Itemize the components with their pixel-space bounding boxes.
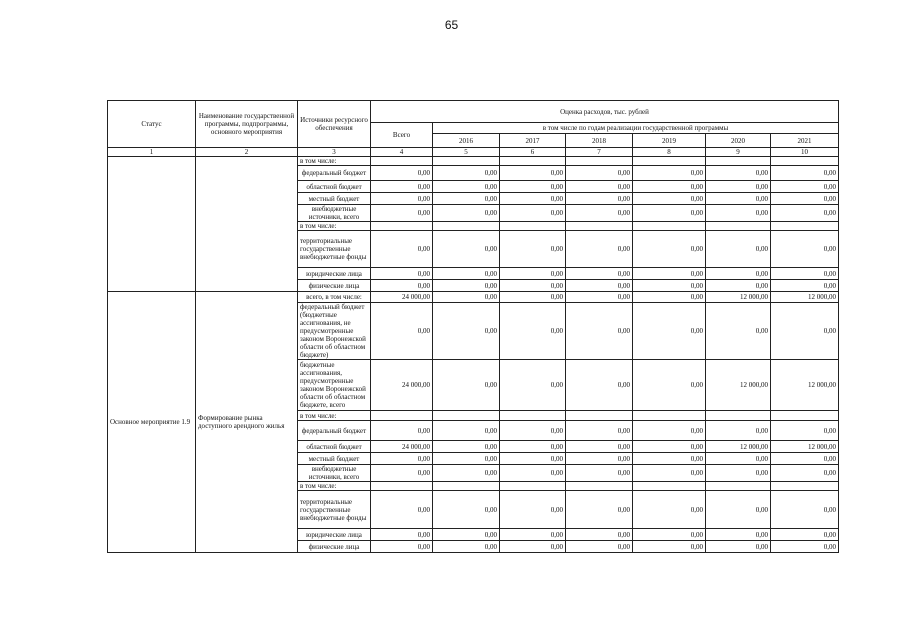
value-cell [566, 157, 633, 166]
source-cell: местный бюджет [298, 453, 371, 465]
header-status: Статус [108, 101, 196, 148]
value-cell: 0,00 [500, 193, 566, 205]
value-cell: 0,00 [433, 529, 500, 541]
value-cell: 0,00 [500, 465, 566, 482]
value-cell: 0,00 [566, 292, 633, 303]
header-year: 2020 [706, 134, 771, 148]
source-cell: федеральный бюджет [298, 166, 371, 181]
value-cell: 0,00 [500, 268, 566, 280]
value-cell: 0,00 [433, 193, 500, 205]
value-cell: 0,00 [771, 231, 839, 268]
value-cell: 0,00 [500, 231, 566, 268]
value-cell [500, 157, 566, 166]
value-cell: 0,00 [371, 231, 433, 268]
status-cell [108, 157, 196, 292]
value-cell: 0,00 [566, 453, 633, 465]
source-cell: территориальные государственные внебюджетные фонды [298, 491, 371, 529]
value-cell: 0,00 [566, 193, 633, 205]
value-cell: 0,00 [371, 181, 433, 193]
source-cell: бюджетные ассигнования, предусмотренные законом Воронежской области об областном бюджете, всего [298, 360, 371, 411]
header-year: 2017 [500, 134, 566, 148]
value-cell: 0,00 [433, 441, 500, 453]
value-cell: 0,00 [566, 280, 633, 292]
value-cell: 0,00 [371, 453, 433, 465]
value-cell: 0,00 [771, 205, 839, 222]
value-cell: 0,00 [706, 541, 771, 553]
value-cell: 24 000,00 [371, 292, 433, 303]
value-cell [706, 482, 771, 491]
value-cell: 0,00 [500, 453, 566, 465]
column-number: 10 [771, 148, 839, 157]
value-cell: 0,00 [633, 360, 706, 411]
value-cell: 0,00 [633, 231, 706, 268]
value-cell: 0,00 [706, 491, 771, 529]
source-cell: в том числе: [298, 482, 371, 491]
value-cell [771, 222, 839, 231]
value-cell: 0,00 [371, 166, 433, 181]
value-cell: 0,00 [566, 231, 633, 268]
value-cell: 0,00 [371, 529, 433, 541]
value-cell: 0,00 [500, 529, 566, 541]
value-cell: 0,00 [706, 181, 771, 193]
value-cell [433, 157, 500, 166]
value-cell: 0,00 [433, 181, 500, 193]
value-cell: 0,00 [371, 465, 433, 482]
value-cell: 0,00 [633, 491, 706, 529]
value-cell: 0,00 [371, 205, 433, 222]
value-cell: 0,00 [566, 166, 633, 181]
value-cell: 12 000,00 [771, 360, 839, 411]
source-cell: территориальные государственные внебюджетные фонды [298, 231, 371, 268]
value-cell: 24 000,00 [371, 360, 433, 411]
column-number: 4 [371, 148, 433, 157]
value-cell: 12 000,00 [706, 360, 771, 411]
value-cell: 0,00 [566, 529, 633, 541]
value-cell: 0,00 [500, 441, 566, 453]
value-cell: 12 000,00 [706, 441, 771, 453]
value-cell [566, 222, 633, 231]
value-cell [566, 482, 633, 491]
column-number: 7 [566, 148, 633, 157]
value-cell: 0,00 [706, 268, 771, 280]
value-cell: 0,00 [771, 166, 839, 181]
value-cell [633, 482, 706, 491]
source-cell: внебюджетные источники, всего [298, 465, 371, 482]
value-cell: 0,00 [771, 303, 839, 360]
value-cell: 0,00 [771, 421, 839, 441]
value-cell: 0,00 [771, 453, 839, 465]
value-cell: 0,00 [500, 421, 566, 441]
value-cell: 0,00 [706, 280, 771, 292]
value-cell [633, 411, 706, 421]
source-cell: областной бюджет [298, 181, 371, 193]
value-cell [771, 157, 839, 166]
value-cell: 0,00 [566, 465, 633, 482]
value-cell: 0,00 [371, 268, 433, 280]
value-cell: 0,00 [633, 529, 706, 541]
value-cell [371, 482, 433, 491]
source-cell: физические лица [298, 541, 371, 553]
source-cell: юридические лица [298, 529, 371, 541]
source-cell: в том числе: [298, 411, 371, 421]
value-cell: 0,00 [500, 541, 566, 553]
value-cell: 0,00 [633, 280, 706, 292]
source-cell: физические лица [298, 280, 371, 292]
value-cell: 0,00 [771, 181, 839, 193]
value-cell: 0,00 [771, 280, 839, 292]
column-number: 6 [500, 148, 566, 157]
value-cell: 0,00 [633, 465, 706, 482]
value-cell: 0,00 [500, 491, 566, 529]
value-cell: 0,00 [433, 303, 500, 360]
value-cell: 0,00 [771, 491, 839, 529]
source-cell: внебюджетные источники, всего [298, 205, 371, 222]
value-cell: 0,00 [566, 205, 633, 222]
header-sources: Источники ресурсного обеспечения [298, 101, 371, 148]
value-cell: 0,00 [771, 529, 839, 541]
value-cell: 0,00 [433, 166, 500, 181]
value-cell: 0,00 [633, 166, 706, 181]
source-cell: местный бюджет [298, 193, 371, 205]
value-cell: 0,00 [500, 360, 566, 411]
value-cell: 0,00 [771, 268, 839, 280]
value-cell [771, 482, 839, 491]
value-cell: 0,00 [371, 303, 433, 360]
value-cell: 0,00 [371, 491, 433, 529]
value-cell: 0,00 [433, 360, 500, 411]
value-cell: 0,00 [566, 421, 633, 441]
value-cell: 0,00 [566, 303, 633, 360]
value-cell: 0,00 [706, 303, 771, 360]
value-cell [433, 222, 500, 231]
value-cell: 24 000,00 [371, 441, 433, 453]
value-cell [371, 411, 433, 421]
source-cell: всего, в том числе: [298, 292, 371, 303]
value-cell: 0,00 [371, 280, 433, 292]
column-number: 9 [706, 148, 771, 157]
value-cell: 0,00 [633, 292, 706, 303]
value-cell [371, 157, 433, 166]
header-year: 2019 [633, 134, 706, 148]
value-cell: 0,00 [706, 529, 771, 541]
source-cell: в том числе: [298, 222, 371, 231]
value-cell [633, 222, 706, 231]
value-cell: 0,00 [633, 421, 706, 441]
value-cell: 0,00 [500, 166, 566, 181]
value-cell: 0,00 [433, 231, 500, 268]
value-cell [433, 411, 500, 421]
value-cell: 0,00 [566, 268, 633, 280]
source-cell: федеральный бюджет (бюджетные ассигнования, не предусмотренные законом Воронежской области об областном бюджете) [298, 303, 371, 360]
header-year: 2021 [771, 134, 839, 148]
column-number: 8 [633, 148, 706, 157]
header-expenses: Оценка расходов, тыс. рублей [371, 101, 839, 123]
value-cell [706, 157, 771, 166]
status-cell: Основное мероприятие 1.9 [108, 292, 196, 553]
table-row [108, 292, 839, 303]
value-cell: 0,00 [771, 193, 839, 205]
value-cell: 0,00 [433, 421, 500, 441]
value-cell: 0,00 [633, 205, 706, 222]
value-cell: 0,00 [706, 193, 771, 205]
value-cell [500, 411, 566, 421]
value-cell: 0,00 [433, 465, 500, 482]
budget-table [107, 100, 839, 553]
column-number: 3 [298, 148, 371, 157]
value-cell: 0,00 [771, 465, 839, 482]
value-cell: 12 000,00 [771, 441, 839, 453]
table-row [108, 157, 839, 166]
source-cell: областной бюджет [298, 441, 371, 453]
value-cell [633, 157, 706, 166]
value-cell: 0,00 [500, 292, 566, 303]
header-name: Наименование государственной программы, подпрограммы, основного мероприятия [196, 101, 298, 148]
value-cell: 0,00 [706, 465, 771, 482]
value-cell: 0,00 [433, 491, 500, 529]
value-cell [706, 411, 771, 421]
value-cell: 0,00 [566, 491, 633, 529]
value-cell: 12 000,00 [771, 292, 839, 303]
value-cell: 0,00 [633, 268, 706, 280]
value-cell: 0,00 [706, 421, 771, 441]
value-cell [500, 482, 566, 491]
value-cell: 0,00 [706, 205, 771, 222]
value-cell: 0,00 [433, 268, 500, 280]
value-cell: 0,00 [706, 453, 771, 465]
value-cell: 0,00 [633, 193, 706, 205]
header-total: Всего [371, 123, 433, 148]
value-cell: 0,00 [433, 205, 500, 222]
value-cell [706, 222, 771, 231]
value-cell: 0,00 [706, 231, 771, 268]
header-by-years: в том числе по годам реализации государственной программы [433, 123, 839, 134]
value-cell: 0,00 [433, 292, 500, 303]
value-cell: 0,00 [706, 166, 771, 181]
value-cell [771, 411, 839, 421]
name-cell: Формирование рынка доступного арендного жилья [196, 292, 298, 553]
name-cell [196, 157, 298, 292]
value-cell [500, 222, 566, 231]
value-cell: 0,00 [566, 181, 633, 193]
value-cell: 0,00 [371, 421, 433, 441]
page-number: 65 [444, 18, 459, 32]
source-cell: в том числе: [298, 157, 371, 166]
value-cell [566, 411, 633, 421]
value-cell: 0,00 [633, 181, 706, 193]
value-cell: 0,00 [433, 453, 500, 465]
header-year: 2016 [433, 134, 500, 148]
value-cell: 0,00 [566, 541, 633, 553]
value-cell: 0,00 [633, 541, 706, 553]
value-cell: 0,00 [433, 541, 500, 553]
value-cell: 0,00 [500, 303, 566, 360]
value-cell: 0,00 [633, 453, 706, 465]
column-number: 1 [108, 148, 196, 157]
value-cell: 0,00 [371, 541, 433, 553]
value-cell: 0,00 [633, 303, 706, 360]
value-cell [433, 482, 500, 491]
source-cell: юридические лица [298, 268, 371, 280]
value-cell: 0,00 [500, 181, 566, 193]
value-cell: 0,00 [633, 441, 706, 453]
source-cell: федеральный бюджет [298, 421, 371, 441]
column-number: 2 [196, 148, 298, 157]
value-cell: 0,00 [566, 360, 633, 411]
value-cell: 0,00 [433, 280, 500, 292]
value-cell: 0,00 [566, 441, 633, 453]
value-cell: 0,00 [500, 205, 566, 222]
column-number: 5 [433, 148, 500, 157]
value-cell: 12 000,00 [706, 292, 771, 303]
value-cell: 0,00 [500, 280, 566, 292]
value-cell [371, 222, 433, 231]
header-year: 2018 [566, 134, 633, 148]
value-cell: 0,00 [371, 193, 433, 205]
value-cell: 0,00 [771, 541, 839, 553]
